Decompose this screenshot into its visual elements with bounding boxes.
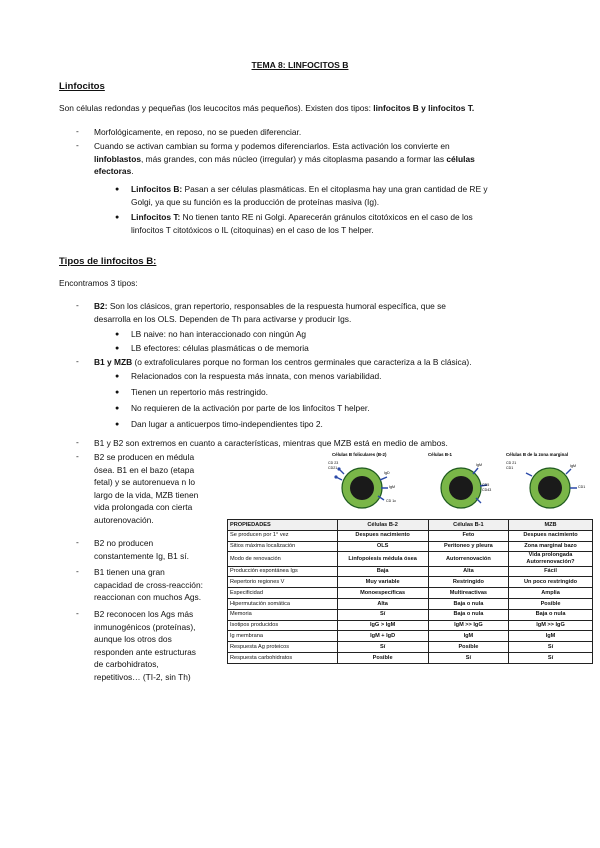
table-cell: Sí <box>428 652 508 663</box>
dash-marker: - <box>76 608 79 618</box>
dash-marker: - <box>76 356 79 366</box>
b2-cell-illustration <box>328 461 396 508</box>
table-cell: Se producen por 1° vez <box>228 530 338 541</box>
table-cell: OLS <box>337 541 428 552</box>
bullet-marker: ● <box>115 331 120 338</box>
b2-mark: CD 1c <box>386 499 396 503</box>
list-item: B2 reconocen los Ags más inmunogénicos (proteínas), aunque los otros dos responden ante estructuras de carbohidratos, repetitivos… (TI-2, sin Th) <box>94 609 196 682</box>
mz-mark: IgM <box>570 464 576 468</box>
list-item: Tienen un repertorio más restringido. <box>131 387 269 397</box>
page-title: TEMA 8: LINFOCITOS B <box>251 60 349 70</box>
table-cell: Alta <box>428 566 508 577</box>
table-cell: IgG > IgM <box>337 620 428 631</box>
table-cell: IgM <box>428 631 508 642</box>
list-item: B2 no producen constantemente Ig, B1 sí. <box>94 538 189 561</box>
list-item-b1-mzb: B1 y MZB (o extrafoliculares porque no forman los centros germinales que caracteriza a la B clásica). <box>94 357 472 367</box>
table-row <box>228 598 593 609</box>
dash-marker: - <box>76 300 79 310</box>
table-row <box>228 631 593 642</box>
b1-mark: IgM <box>476 463 482 467</box>
table-cell: Sitios máxima localización <box>228 541 338 552</box>
table-cell: Multireactivas <box>428 588 508 599</box>
table-row <box>228 620 593 631</box>
list-item: Morfológicamente, en reposo, no se pueden diferenciar. <box>94 127 302 137</box>
dash-marker: - <box>76 140 79 150</box>
table-cell: IgM >> IgG <box>428 620 508 631</box>
mz-mark: CD1 <box>578 485 586 489</box>
section-heading-tipos: Tipos de linfocitos B: <box>59 256 157 267</box>
table-cell: Despues nacimiento <box>337 530 428 541</box>
b2-mark: IgM <box>389 485 395 489</box>
figure-label-b2: Células B foliculares (B-2) <box>332 452 387 457</box>
table-cell: Respuesta carbohidratos <box>228 652 338 663</box>
table-cell: Vida prolongada Autorrenovación? <box>509 552 593 566</box>
b-cell-types-figure <box>326 450 594 518</box>
mz-cell-illustration <box>506 461 585 508</box>
table-cell: Feto <box>428 530 508 541</box>
table-cell: Sí <box>337 609 428 620</box>
list-item: B1 tienen una gran capacidad de cross-reacción: reaccionan con muchos Ags. <box>94 567 203 603</box>
list-item: Cuando se activan cambian su forma y podemos diferenciarlos. Esta activación los convierte en linfoblastos, más grandes, con más núcleo (irregular) y más citoplasma pasando a formar las células efectoras. <box>94 141 475 177</box>
list-item: Relacionados con la respuesta más innata, con menos variabilidad. <box>131 371 382 381</box>
b1-mark: CD5 <box>482 483 490 487</box>
table-row <box>228 566 593 577</box>
mz-mark: CD1 <box>506 466 514 470</box>
dash-marker: - <box>76 437 79 447</box>
b2-mark: CD 23 <box>328 461 339 465</box>
bullet-marker: ● <box>115 345 120 352</box>
b1-cell-illustration <box>441 463 491 508</box>
table-cell: Posible <box>337 652 428 663</box>
table-cell: Peritoneo y pleura <box>428 541 508 552</box>
list-item: Linfocitos B: Pasan a ser células plasmáticas. En el citoplasma hay una gran cantidad de RE y Golgi, ya que su función es la producción de proteínas masiva (Ig). <box>131 184 488 207</box>
table-cell: Baja o nula <box>428 609 508 620</box>
table-cell: Modo de renovación <box>228 552 338 566</box>
table-cell: Hipermutación somática <box>228 598 338 609</box>
table-cell: Linfopoiesis médula ósea <box>337 552 428 566</box>
table-cell: Ig membrana <box>228 631 338 642</box>
figure-label-mz: Células B de la zona marginal <box>506 452 568 457</box>
table-cell: IgM <box>509 631 593 642</box>
table-cell: Posible <box>428 642 508 653</box>
figure-label-b1: Células B-1 <box>428 452 452 457</box>
bullet-marker: ● <box>115 214 120 221</box>
table-cell: Zona marginal bazo <box>509 541 593 552</box>
list-item: Dan lugar a anticuerpos timo-independientes tipo 2. <box>131 419 323 429</box>
b2-mark: CD21 <box>328 466 338 470</box>
table-cell: Sí <box>509 652 593 663</box>
table-row <box>228 530 593 541</box>
table-cell: Restringido <box>428 577 508 588</box>
table-cell: Repertorio regiones V <box>228 577 338 588</box>
table-cell: Monoespecíficas <box>337 588 428 599</box>
list-item-b2: B2: Son los clásicos, gran repertorio, responsables de la respuesta humoral específica, que se desarrolla en los OLS. Dependen de Th para activarse y producir Igs. <box>94 301 446 324</box>
list-item: No requieren de la activación por parte de los linfocitos T helper. <box>131 403 370 413</box>
list-item: B1 y B2 son extremos en cuanto a características, mientras que MZB está en medio de ambos. <box>94 438 448 448</box>
table-cell: Amplia <box>509 588 593 599</box>
table-cell: Un poco restringido <box>509 577 593 588</box>
table-row <box>228 541 593 552</box>
table-header-row <box>228 520 593 531</box>
table-cell: Despues nacimiento <box>509 530 593 541</box>
table-header-cell: MZB <box>509 520 593 531</box>
table-row <box>228 642 593 653</box>
b1-mark: CD43 <box>482 488 492 492</box>
table-header-cell: PROPIEDADES <box>228 520 338 531</box>
bullet-marker: ● <box>115 405 120 412</box>
intro-paragraph: Encontramos 3 tipos: <box>59 278 138 288</box>
table-cell: Respuesta Ag proteicos <box>228 642 338 653</box>
table-cell: IgM + IgD <box>337 631 428 642</box>
bullet-marker: ● <box>115 389 120 396</box>
table-row <box>228 652 593 663</box>
list-item: LB efectores: células plasmáticas o de memoria <box>131 343 309 353</box>
dash-marker: - <box>76 537 79 547</box>
table-cell: Sí <box>509 642 593 653</box>
table-cell: Especificidad <box>228 588 338 599</box>
bullet-marker: ● <box>115 421 120 428</box>
bullet-marker: ● <box>115 373 120 380</box>
dash-marker: - <box>76 126 79 136</box>
bullet-marker: ● <box>115 186 120 193</box>
table-cell: Memoria <box>228 609 338 620</box>
table-row <box>228 609 593 620</box>
b2-mark: IgD <box>384 471 390 475</box>
table-row <box>228 588 593 599</box>
dash-marker: - <box>76 451 79 461</box>
table-row <box>228 577 593 588</box>
table-header-cell: Células B-1 <box>428 520 508 531</box>
list-item: LB naive: no han interaccionado con ningún Ag <box>131 329 307 339</box>
dash-marker: - <box>76 566 79 576</box>
table-cell: Baja o nula <box>509 609 593 620</box>
section-heading-linfocitos: Linfocitos <box>59 81 105 92</box>
table-row <box>228 552 593 566</box>
table-cell: Baja o nula <box>428 598 508 609</box>
properties-table <box>227 519 593 664</box>
table-cell: Isotipos producidos <box>228 620 338 631</box>
table-cell: Posible <box>509 598 593 609</box>
table-cell: IgM >> IgG <box>509 620 593 631</box>
table-cell: Alta <box>337 598 428 609</box>
table-header-cell: Células B-2 <box>337 520 428 531</box>
list-item: Linfocitos T: No tienen tanto RE ni Golgi. Aparecerán gránulos citotóxicos en el caso de los linfocitos T citotóxicos o IL (citoquinas) en el caso de los T helper. <box>131 212 473 235</box>
mz-mark: CD 21 <box>506 461 517 465</box>
table-cell: Muy variable <box>337 577 428 588</box>
table-cell: Producción espontánea Igs <box>228 566 338 577</box>
table-cell: Sí <box>337 642 428 653</box>
intro-paragraph: Son células redondas y pequeñas (los leucocitos más pequeños). Existen dos tipos: linfocitos B y linfocitos T. <box>59 103 475 113</box>
list-item: B2 se producen en médula ósea. B1 en el bazo (etapa fetal) y se autorenueva n lo largo de la vida, MZB tienen vida prolongada con cierta autorenovación. <box>94 452 199 525</box>
table-cell: Autorrenovación <box>428 552 508 566</box>
table-cell: Fácil <box>509 566 593 577</box>
table-cell: Baja <box>337 566 428 577</box>
